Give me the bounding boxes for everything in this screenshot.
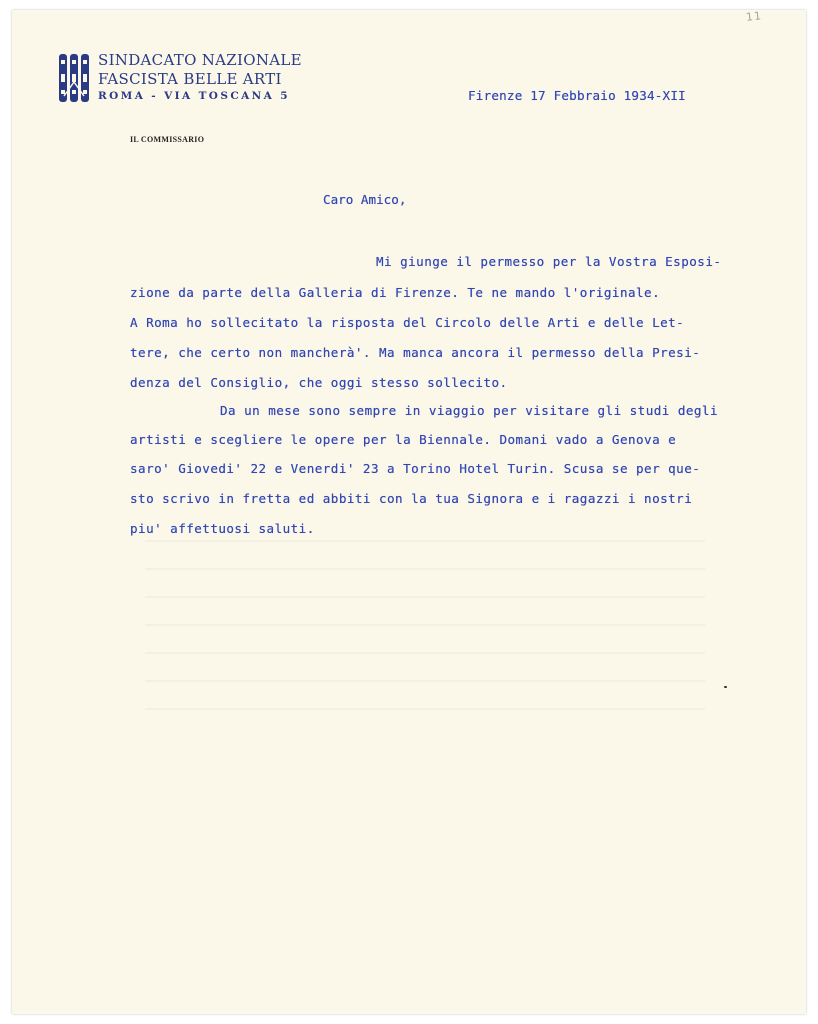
letterhead-address: ROMA - VIA TOSCANA 5 (98, 90, 290, 102)
letter-body-line: Mi giunge il permesso per la Vostra Esposi- (376, 254, 722, 269)
letter-body-line: denza del Consiglio, che oggi stesso sollecito. (130, 375, 508, 390)
letter-salutation: Caro Amico, (323, 192, 407, 207)
letter-body-line: zione da parte della Galleria di Firenze. Te ne mando l'originale. (130, 285, 661, 300)
archive-pencil-mark: 11 (745, 9, 763, 24)
letterhead-office: IL COMMISSARIO (130, 135, 205, 144)
letter-body-line: Da un mese sono sempre in viaggio per visitare gli studi degli (220, 403, 718, 418)
letter-page (12, 10, 806, 1014)
fasces-emblem-icon (58, 52, 90, 104)
letter-date: Firenze 17 Febbraio 1934-XII (468, 88, 686, 103)
bleed-through-shadow (145, 540, 705, 710)
letter-body-line: saro' Giovedi' 22 e Venerdi' 23 a Torino Hotel Turin. Scusa se per que- (130, 461, 701, 476)
paper-speck (724, 686, 727, 688)
letterhead-org-line-2: FASCISTA BELLE ARTI (98, 70, 282, 88)
letter-body-line: tere, che certo non mancherà'. Ma manca ancora il permesso della Presi- (130, 345, 701, 360)
letter-body-line: sto scrivo in fretta ed abbiti con la tua Signora e i ragazzi i nostri (130, 491, 693, 506)
letter-body-line: A Roma ho sollecitato la risposta del Circolo delle Arti e delle Let- (130, 315, 685, 330)
letter-body-line: piu' affettuosi saluti. (130, 521, 315, 536)
letterhead-org-line-1: SINDACATO NAZIONALE (98, 51, 302, 69)
letter-body-line: artisti e scegliere le opere per la Biennale. Domani vado a Genova e (130, 432, 677, 447)
